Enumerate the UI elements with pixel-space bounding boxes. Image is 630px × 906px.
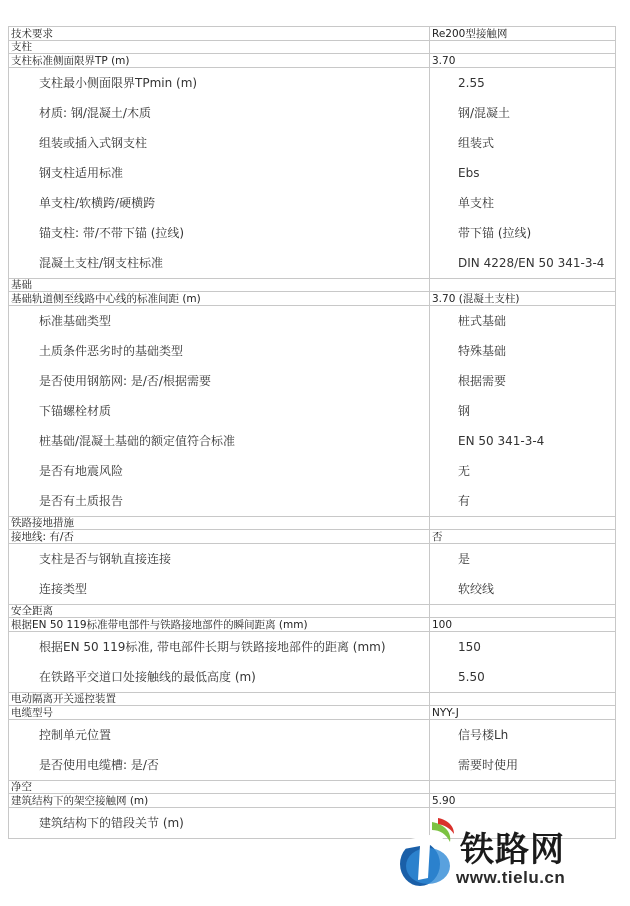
spec-item-key: 支柱最小侧面限界TPmin (m) xyxy=(9,68,430,99)
spec-row-main xyxy=(9,530,616,544)
section-title: 电动隔离开关遥控装置 xyxy=(9,693,430,706)
spec-row xyxy=(9,336,616,366)
tielu-logo-icon xyxy=(398,818,456,888)
spec-item-key: 是否有地震风险 xyxy=(9,456,430,486)
spec-key: 支柱标准侧面限界TP (m) xyxy=(9,54,430,68)
spec-item-value: EN 50 341-3-4 xyxy=(430,426,616,456)
spec-item-key: 根据EN 50 119标准, 带电部件长期与铁路接地部件的距离 (mm) xyxy=(9,632,430,663)
spec-item-key: 标准基础类型 xyxy=(9,306,430,337)
watermark-name: 铁路网 xyxy=(460,830,565,870)
spec-item-key: 是否使用电缆槽: 是/否 xyxy=(9,750,430,781)
spec-key: 基础轨道侧至线路中心线的标准间距 (m) xyxy=(9,292,430,306)
spec-row xyxy=(9,158,616,188)
spec-item-key: 是否使用钢筋网: 是/否/根据需要 xyxy=(9,366,430,396)
section-title-blank xyxy=(430,693,616,706)
spec-row xyxy=(9,188,616,218)
spec-row-main xyxy=(9,706,616,720)
spec-sheet xyxy=(8,26,615,839)
spec-value: 3.70 (混凝土支柱) xyxy=(430,292,616,306)
spec-row xyxy=(9,68,616,99)
spec-row xyxy=(9,128,616,158)
spec-item-value: 5.50 xyxy=(430,662,616,693)
spec-row xyxy=(9,574,616,605)
spec-row xyxy=(9,218,616,248)
section-title-blank xyxy=(430,517,616,530)
spec-item-value: 是 xyxy=(430,544,616,575)
spec-item-value: 组装式 xyxy=(430,128,616,158)
spec-item-key: 锚支柱: 带/不带下锚 (拉线) xyxy=(9,218,430,248)
spec-row-main xyxy=(9,794,616,808)
spec-item-value: 150 xyxy=(430,632,616,663)
spec-item-value: DIN 4228/EN 50 341-3-4 xyxy=(430,248,616,279)
spec-row-main xyxy=(9,292,616,306)
section-title-row xyxy=(9,41,616,54)
spec-item-value: 特殊基础 xyxy=(430,336,616,366)
header-key: 技术要求 xyxy=(9,27,430,41)
spec-row xyxy=(9,662,616,693)
spec-value: 3.70 xyxy=(430,54,616,68)
spec-item-key: 桩基础/混凝土基础的额定值符合标准 xyxy=(9,426,430,456)
spec-key: 接地线: 有/否 xyxy=(9,530,430,544)
spec-row xyxy=(9,396,616,426)
spec-row xyxy=(9,750,616,781)
section-title-row xyxy=(9,693,616,706)
spec-item-key: 钢支柱适用标准 xyxy=(9,158,430,188)
spec-item-value: 钢/混凝土 xyxy=(430,98,616,128)
spec-item-key: 组装或插入式钢支柱 xyxy=(9,128,430,158)
section-title-row xyxy=(9,605,616,618)
spec-item-value: 需要时使用 xyxy=(430,750,616,781)
section-title: 铁路接地措施 xyxy=(9,517,430,530)
spec-item-value: 单支柱 xyxy=(430,188,616,218)
spec-key: 建筑结构下的架空接触网 (m) xyxy=(9,794,430,808)
section-title-row xyxy=(9,781,616,794)
spec-table xyxy=(8,26,616,839)
spec-item-key: 连接类型 xyxy=(9,574,430,605)
spec-key: 根据EN 50 119标准带电部件与铁路接地部件的瞬间距离 (mm) xyxy=(9,618,430,632)
spec-value: NYY-J xyxy=(430,706,616,720)
spec-row xyxy=(9,486,616,517)
spec-row-main xyxy=(9,618,616,632)
section-title-blank xyxy=(430,41,616,54)
spec-row xyxy=(9,426,616,456)
spec-item-value: 钢 xyxy=(430,396,616,426)
spec-item-key: 是否有土质报告 xyxy=(9,486,430,517)
spec-row xyxy=(9,456,616,486)
spec-item-key: 混凝土支柱/钢支柱标准 xyxy=(9,248,430,279)
section-title-row xyxy=(9,279,616,292)
spec-row xyxy=(9,632,616,663)
section-title: 安全距离 xyxy=(9,605,430,618)
section-title: 基础 xyxy=(9,279,430,292)
spec-item-key: 材质: 钢/混凝土/木质 xyxy=(9,98,430,128)
spec-item-value: 信号楼Lh xyxy=(430,720,616,751)
spec-value: 100 xyxy=(430,618,616,632)
spec-item-value: 带下锚 (拉线) xyxy=(430,218,616,248)
spec-item-value: 根据需要 xyxy=(430,366,616,396)
spec-item-key: 在铁路平交道口处接触线的最低高度 (m) xyxy=(9,662,430,693)
section-title: 支柱 xyxy=(9,41,430,54)
spec-row xyxy=(9,306,616,337)
spec-row xyxy=(9,544,616,575)
spec-item-key: 建筑结构下的错段关节 (m) xyxy=(9,808,430,839)
spec-item-value: 有 xyxy=(430,486,616,517)
spec-item-value: 软绞线 xyxy=(430,574,616,605)
spec-item-key: 单支柱/软横跨/硬横跨 xyxy=(9,188,430,218)
section-title-blank xyxy=(430,605,616,618)
spec-item-value: 无 xyxy=(430,456,616,486)
header-row xyxy=(9,27,616,41)
section-title-row xyxy=(9,517,616,530)
spec-row xyxy=(9,98,616,128)
spec-row-main xyxy=(9,54,616,68)
spec-row xyxy=(9,720,616,751)
spec-item-value: 2.55 xyxy=(430,68,616,99)
spec-row xyxy=(9,248,616,279)
section-title-blank xyxy=(430,279,616,292)
watermark-url: www.tielu.cn xyxy=(456,868,566,887)
tielu-watermark xyxy=(398,818,618,896)
spec-value: 5.90 xyxy=(430,794,616,808)
section-title: 净空 xyxy=(9,781,430,794)
spec-item-key: 土质条件恶劣时的基础类型 xyxy=(9,336,430,366)
spec-key: 电缆型号 xyxy=(9,706,430,720)
spec-item-key: 控制单元位置 xyxy=(9,720,430,751)
spec-item-key: 支柱是否与钢轨直接连接 xyxy=(9,544,430,575)
spec-item-value: Ebs xyxy=(430,158,616,188)
spec-value: 否 xyxy=(430,530,616,544)
spec-row xyxy=(9,366,616,396)
spec-item-key: 下锚螺栓材质 xyxy=(9,396,430,426)
header-value: Re200型接触网 xyxy=(430,27,616,41)
spec-item-value: 桩式基础 xyxy=(430,306,616,337)
section-title-blank xyxy=(430,781,616,794)
